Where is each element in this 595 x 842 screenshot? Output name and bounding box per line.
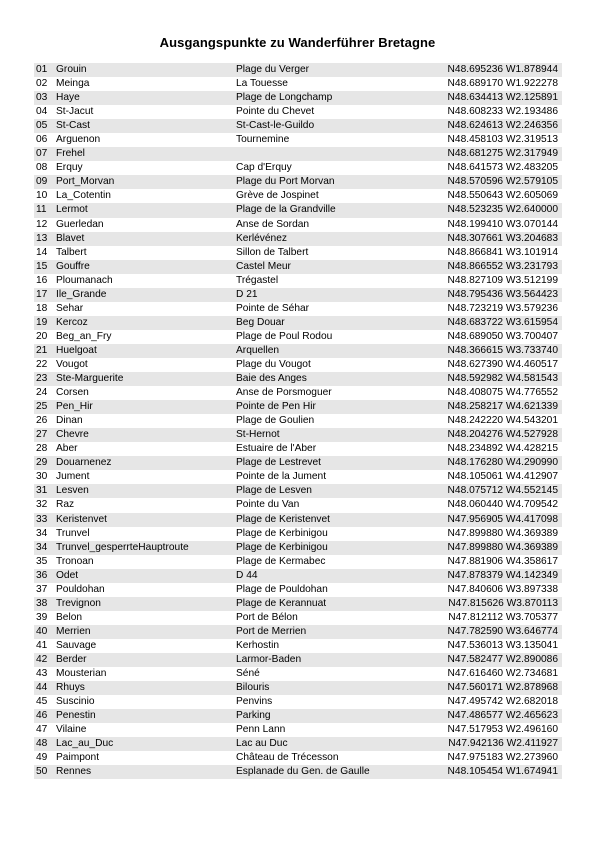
route-name: Blavet — [56, 232, 85, 244]
row-number: 22 — [36, 358, 48, 370]
route-name: Ile_Grande — [56, 288, 107, 300]
start-location: Plage de Goulien — [236, 415, 315, 427]
gps-coordinates: N48.550643 W2.605069 — [447, 190, 558, 202]
table-row — [34, 456, 562, 470]
row-number: 29 — [36, 457, 48, 469]
gps-coordinates: N48.060440 W4.709542 — [447, 499, 558, 511]
table-row — [34, 765, 562, 779]
table-row — [34, 105, 562, 119]
route-name: Lac_au_Duc — [56, 738, 114, 750]
gps-coordinates: N48.242220 W4.543201 — [447, 415, 558, 427]
row-number: 49 — [36, 752, 48, 764]
table-row — [34, 681, 562, 695]
row-number: 42 — [36, 653, 48, 665]
start-location: Trégastel — [236, 274, 279, 286]
start-location: Arquellen — [236, 344, 280, 356]
row-number: 16 — [36, 274, 48, 286]
start-location: La Touesse — [236, 78, 288, 90]
table-row — [34, 260, 562, 274]
table-row — [34, 597, 562, 611]
table-row — [34, 147, 562, 161]
start-location: Larmor-Baden — [236, 653, 302, 665]
table-row — [34, 119, 562, 133]
gps-coordinates: N48.866841 W3.101914 — [447, 246, 558, 258]
table-row — [34, 386, 562, 400]
gps-coordinates: N47.815626 W3.870113 — [448, 597, 558, 609]
row-number: 23 — [36, 373, 48, 385]
table-row — [34, 527, 562, 541]
table-row — [34, 414, 562, 428]
start-location: D 44 — [236, 569, 258, 581]
row-number: 25 — [36, 401, 48, 413]
start-location: Anse de Porsmoguer — [236, 387, 332, 399]
route-name: Beg_an_Fry — [56, 330, 112, 342]
start-location: Port de Bélon — [236, 611, 298, 623]
route-name: Grouin — [56, 64, 87, 75]
gps-coordinates: N48.641573 W2.483205 — [447, 162, 558, 174]
row-number: 43 — [36, 668, 48, 680]
table-row — [34, 428, 562, 442]
gps-coordinates: N48.458103 W2.319513 — [447, 134, 558, 146]
starting-points-table — [34, 63, 562, 779]
gps-coordinates: N47.878379 W4.142349 — [447, 569, 558, 581]
start-location: Parking — [236, 710, 271, 722]
route-name: Corsen — [56, 387, 89, 399]
route-name: Rhuys — [56, 682, 85, 694]
row-number: 28 — [36, 443, 48, 455]
start-location: Plage de Lesven — [236, 485, 312, 497]
row-number: 47 — [36, 724, 48, 736]
start-location: Tournemine — [236, 134, 290, 146]
start-location: Plage de Longchamp — [236, 92, 333, 104]
table-row — [34, 653, 562, 667]
row-number: 34 — [36, 527, 48, 539]
row-number: 09 — [36, 176, 48, 188]
start-location: Plage de Pouldohan — [236, 583, 328, 595]
route-name: Trunvel — [56, 527, 90, 539]
table-row — [34, 232, 562, 246]
row-number: 07 — [36, 148, 48, 160]
table-row — [34, 541, 562, 555]
table-row — [34, 695, 562, 709]
table-row — [34, 583, 562, 597]
route-name: Erquy — [56, 162, 83, 174]
start-location: St-Cast-le-Guildo — [236, 120, 315, 132]
start-location: Séné — [236, 668, 260, 680]
table-row — [34, 218, 562, 232]
gps-coordinates: N48.723219 W3.579236 — [447, 302, 558, 314]
start-location: Baie des Anges — [236, 373, 307, 385]
row-number: 46 — [36, 710, 48, 722]
table-row — [34, 189, 562, 203]
row-number: 41 — [36, 639, 48, 651]
start-location: Anse de Sordan — [236, 218, 310, 230]
gps-coordinates: N48.795436 W3.564423 — [447, 288, 558, 300]
start-location: D 21 — [236, 288, 258, 300]
table-row — [34, 77, 562, 91]
row-number: 17 — [36, 288, 48, 300]
start-location: Esplanade du Gen. de Gaulle — [236, 766, 370, 778]
gps-coordinates: N48.683722 W3.615954 — [447, 316, 558, 328]
route-name: Tronoan — [56, 555, 94, 567]
table-row — [34, 723, 562, 737]
start-location: Plage du Port Morvan — [236, 176, 335, 188]
route-name: St-Jacut — [56, 106, 94, 118]
route-name: Vougot — [56, 358, 88, 370]
gps-coordinates: N47.560171 W2.878968 — [447, 682, 558, 694]
route-name: Gouffre — [56, 260, 90, 272]
start-location: Plage de Poul Rodou — [236, 330, 333, 342]
row-number: 27 — [36, 429, 48, 441]
route-name: Port_Morvan — [56, 176, 115, 188]
route-name: Ploumanach — [56, 274, 113, 286]
route-name: Douarnenez — [56, 457, 112, 469]
row-number: 37 — [36, 583, 48, 595]
table-row — [34, 400, 562, 414]
start-location: Port de Merrien — [236, 625, 307, 637]
route-name: Raz — [56, 499, 75, 511]
row-number: 03 — [36, 92, 48, 104]
row-number: 32 — [36, 499, 48, 511]
gps-coordinates: N47.840606 W3.897338 — [447, 583, 558, 595]
start-location: Plage de Kermabec — [236, 555, 326, 567]
route-name: Pen_Hir — [56, 401, 93, 413]
route-name: Belon — [56, 611, 83, 623]
row-number: 08 — [36, 162, 48, 174]
gps-coordinates: N48.695236 W1.878944 — [447, 64, 558, 75]
route-name: Berder — [56, 653, 87, 665]
row-number: 10 — [36, 190, 48, 202]
start-location: Grève de Jospinet — [236, 190, 319, 202]
gps-coordinates: N48.681275 W2.317949 — [447, 148, 558, 160]
row-number: 06 — [36, 134, 48, 146]
route-name: Haye — [56, 92, 80, 104]
start-location: Plage du Verger — [236, 64, 310, 75]
row-number: 24 — [36, 387, 48, 399]
gps-coordinates: N48.105454 W1.674941 — [447, 766, 558, 778]
start-location: Penn Lann — [236, 724, 286, 736]
table-row — [34, 91, 562, 105]
table-row — [34, 161, 562, 175]
table-row — [34, 737, 562, 751]
gps-coordinates: N47.495742 W2.682018 — [447, 696, 558, 708]
table-row — [34, 667, 562, 681]
route-name: Kercoz — [56, 316, 88, 328]
start-location: Plage de Lestrevet — [236, 457, 321, 469]
gps-coordinates: N48.366615 W3.733740 — [447, 344, 558, 356]
row-number: 39 — [36, 611, 48, 623]
gps-coordinates: N48.689050 W3.700407 — [447, 330, 558, 342]
gps-coordinates: N48.570596 W2.579105 — [447, 176, 558, 188]
start-location: Castel Meur — [236, 260, 291, 272]
row-number: 18 — [36, 302, 48, 314]
table-row — [34, 569, 562, 583]
gps-coordinates: N48.866552 W3.231793 — [447, 260, 558, 272]
gps-coordinates: N48.592982 W4.581543 — [447, 373, 558, 385]
route-name: St-Cast — [56, 120, 90, 132]
gps-coordinates: N48.608233 W2.193486 — [447, 106, 558, 118]
start-location: Plage de Keristenvet — [236, 513, 331, 525]
row-number: 13 — [36, 232, 48, 244]
route-name: Odet — [56, 569, 79, 581]
route-name: Lesven — [56, 485, 89, 497]
gps-coordinates: N47.517953 W2.496160 — [447, 724, 558, 736]
table-row — [34, 175, 562, 189]
route-name: Mousterian — [56, 668, 107, 680]
table-row — [34, 555, 562, 569]
route-name: Dinan — [56, 415, 83, 427]
gps-coordinates: N47.486577 W2.465623 — [447, 710, 558, 722]
gps-coordinates: N47.899880 W4.369389 — [447, 527, 558, 539]
row-number: 26 — [36, 415, 48, 427]
start-location: Lac au Duc — [236, 738, 288, 750]
table-row — [34, 274, 562, 288]
start-location: Beg Douar — [236, 316, 285, 328]
table-row — [34, 470, 562, 484]
gps-coordinates: N48.075712 W4.552145 — [447, 485, 558, 497]
start-location: Kerlévénez — [236, 232, 287, 244]
gps-coordinates: N47.582477 W2.890086 — [447, 653, 558, 665]
row-number: 31 — [36, 485, 48, 497]
gps-coordinates: N47.942136 W2.411927 — [448, 738, 558, 750]
row-number: 11 — [36, 204, 47, 216]
gps-coordinates: N47.956905 W4.417098 — [447, 513, 558, 525]
route-name: Sehar — [56, 302, 84, 314]
route-name: Pouldohan — [56, 583, 105, 595]
gps-coordinates: N48.634413 W2.125891 — [447, 92, 558, 104]
start-location: Plage du Vougot — [236, 358, 311, 370]
route-name: Frehel — [56, 148, 85, 160]
row-number: 20 — [36, 330, 48, 342]
gps-coordinates: N48.624613 W2.246356 — [447, 120, 558, 132]
route-name: Jument — [56, 471, 90, 483]
table-row — [34, 288, 562, 302]
start-location: Pointe de la Jument — [236, 471, 327, 483]
gps-coordinates: N48.204276 W4.527928 — [447, 429, 558, 441]
start-location: Plage de la Grandville — [236, 204, 336, 216]
table-row — [34, 302, 562, 316]
start-location: Kerhostin — [236, 639, 280, 651]
start-location: Penvins — [236, 696, 273, 708]
table-row — [34, 203, 562, 217]
gps-coordinates: N47.881906 W4.358617 — [447, 555, 558, 567]
route-name: La_Cotentin — [56, 190, 111, 202]
start-location: Pointe du Van — [236, 499, 300, 511]
table-row — [34, 330, 562, 344]
table-row — [34, 498, 562, 512]
row-number: 44 — [36, 682, 48, 694]
table-row — [34, 344, 562, 358]
route-name: Penestin — [56, 710, 96, 722]
table-row — [34, 484, 562, 498]
table-row — [34, 513, 562, 527]
route-name: Rennes — [56, 766, 92, 778]
table-row — [34, 611, 562, 625]
gps-coordinates: N48.199410 W3.070144 — [447, 218, 558, 230]
route-name: Talbert — [56, 246, 87, 258]
table-row — [34, 639, 562, 653]
table-row — [34, 63, 562, 77]
start-location: St-Hernot — [236, 429, 280, 441]
start-location: Cap d'Erquy — [236, 162, 292, 174]
route-name: Huelgoat — [56, 344, 97, 356]
route-name: Aber — [56, 443, 78, 455]
gps-coordinates: N48.827109 W3.512199 — [447, 274, 558, 286]
route-name: Arguenon — [56, 134, 101, 146]
route-name: Vilaine — [56, 724, 87, 736]
row-number: 15 — [36, 260, 48, 272]
gps-coordinates: N48.689170 W1.922278 — [447, 78, 558, 90]
table-row — [34, 316, 562, 330]
route-name: Paimpont — [56, 752, 100, 764]
row-number: 02 — [36, 78, 48, 90]
start-location: Château de Trécesson — [236, 752, 339, 764]
start-location: Bilouris — [236, 682, 270, 694]
page-title: Ausgangspunkte zu Wanderführer Bretagne — [159, 35, 436, 50]
gps-coordinates: N47.975183 W2.273960 — [447, 752, 558, 764]
row-number: 40 — [36, 625, 48, 637]
gps-coordinates: N48.105061 W4.412907 — [447, 471, 558, 483]
route-name: Trunvel_gesperrteHauptroute — [56, 541, 189, 553]
start-location: Pointe du Chevet — [236, 106, 315, 118]
row-number: 14 — [36, 246, 48, 258]
route-name: Lermot — [56, 204, 88, 216]
row-number: 12 — [36, 218, 48, 230]
gps-coordinates: N48.523235 W2.640000 — [447, 204, 558, 216]
row-number: 38 — [36, 597, 48, 609]
start-location: Sillon de Talbert — [236, 246, 309, 258]
row-number: 50 — [36, 766, 48, 778]
start-location: Estuaire de l'Aber — [236, 443, 317, 455]
table-row — [34, 442, 562, 456]
start-location: Pointe de Séhar — [236, 302, 310, 314]
row-number: 21 — [36, 344, 48, 356]
table-row — [34, 133, 562, 147]
start-location: Pointe de Pen Hir — [236, 401, 316, 413]
table-row — [34, 246, 562, 260]
row-number: 05 — [36, 120, 48, 132]
row-number: 36 — [36, 569, 48, 581]
table-row — [34, 358, 562, 372]
start-location: Plage de Kerbinigou — [236, 527, 328, 539]
row-number: 19 — [36, 316, 48, 328]
route-name: Suscinio — [56, 696, 95, 708]
gps-coordinates: N47.782590 W3.646774 — [447, 625, 558, 637]
row-number: 34 — [36, 541, 48, 553]
row-number: 35 — [36, 555, 48, 567]
gps-coordinates: N48.408075 W4.776552 — [447, 387, 558, 399]
route-name: Ste-Marguerite — [56, 373, 124, 385]
start-location: Plage de Kerannuat — [236, 597, 327, 609]
gps-coordinates: N47.812112 W3.705377 — [448, 611, 558, 623]
gps-coordinates: N48.258217 W4.621339 — [447, 401, 558, 413]
gps-coordinates: N48.176280 W4.290990 — [447, 457, 558, 469]
table-row — [34, 625, 562, 639]
gps-coordinates: N48.627390 W4.460517 — [447, 358, 558, 370]
route-name: Keristenvet — [56, 513, 107, 525]
row-number: 48 — [36, 738, 48, 750]
gps-coordinates: N48.307661 W3.204683 — [447, 232, 558, 244]
route-name: Meinga — [56, 78, 90, 90]
start-location: Plage de Kerbinigou — [236, 541, 328, 553]
gps-coordinates: N48.234892 W4.428215 — [447, 443, 558, 455]
gps-coordinates: N47.616460 W2.734681 — [447, 668, 558, 680]
route-name: Merrien — [56, 625, 91, 637]
route-name: Sauvage — [56, 639, 97, 651]
gps-coordinates: N47.536013 W3.135041 — [447, 639, 558, 651]
row-number: 30 — [36, 471, 48, 483]
route-name: Guerledan — [56, 218, 104, 230]
row-number: 45 — [36, 696, 48, 708]
table-row — [34, 751, 562, 765]
row-number: 33 — [36, 513, 48, 525]
gps-coordinates: N47.899880 W4.369389 — [447, 541, 558, 553]
table-row — [34, 372, 562, 386]
table-row — [34, 709, 562, 723]
row-number: 01 — [36, 64, 48, 75]
route-name: Trevignon — [56, 597, 101, 609]
row-number: 04 — [36, 106, 48, 118]
route-name: Chevre — [56, 429, 89, 441]
